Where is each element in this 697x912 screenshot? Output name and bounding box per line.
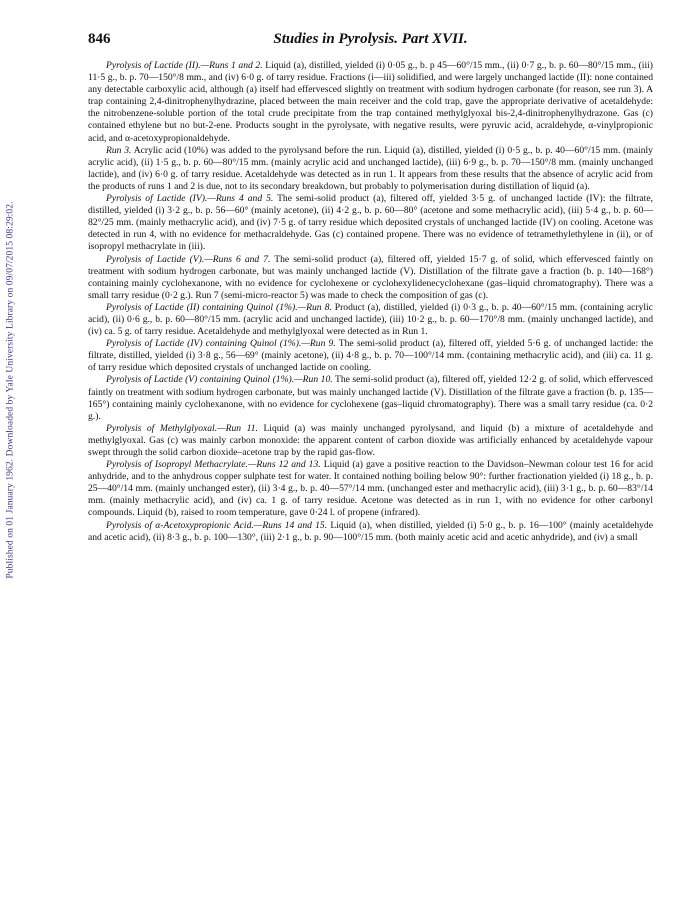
page-number: 846 bbox=[88, 31, 111, 47]
paragraph-heading: Pyrolysis of Lactide (IV).—Runs 4 and 5. bbox=[106, 193, 274, 205]
paragraph bbox=[88, 338, 653, 374]
paragraph-text: Product (a), distilled, yielded (i) 0·3 g., b. p. 40—60°/15 mm. (containing acrylic acid), (ii) 0·6 g., b. p. 60—80°/15 mm. (acrylic acid and unchanged lactide), (iii) 10·2 g., b. p. 60—170°/8 mm. (mainly unchanged lactide), and (iv) ca. 5 g. of tarry residue. Acetaldehyde and methylglyoxal were detected as in Run 1. bbox=[88, 301, 653, 338]
paragraph bbox=[88, 60, 653, 145]
paragraph-heading: Pyrolysis of Lactide (V).—Runs 6 and 7. bbox=[106, 253, 271, 265]
paragraph-text: Acrylic acid (10%) was added to the pyrolysand before the run. Liquid (a), distilled, yielded (i) 0·5 g., b. p. 40—60°/15 mm. (mainly acrylic acid), (ii) 1·5 g., b. p. 60—80°/15 mm. (mainly acrylic acid and unchanged lactide), (iii) 6·9 g., b. p. 70—150°/8 mm. (mainly unchanged lactide), and (iv) 6·0 g. of tarry residue. Acetaldehyde was detected as in run 1. It appears from these results that the absence of acrylic acid from the products of runs 1 and 2 is due, not to its secondary breakdown, but probably to polymerisation during distillation of liquid (a). bbox=[88, 144, 653, 192]
paragraph bbox=[88, 193, 653, 253]
paragraph-text: Liquid (a) was mainly unchanged pyrolysand, and liquid (b) a mixture of acetaldehyde and methylglyoxal. Gas (c) was mainly carbon monoxide: the apparent content of carbon dioxide was artificially enhanced by acetaldehyde vapour swept through the solid carbon dioxide–acetone trap by the rapid gas-flow. bbox=[88, 422, 653, 458]
paragraph-text: The semi-solid product (a), filtered off, yielded 5·6 g. of unchanged lactide: the filtrate, distilled, yielded (i) 3·8 g., 56—69° (mainly acetone), (ii) 4·8 g., b. p. 70—100°/14 mm. (containing methacrylic acid), and (iii) ca. 11 g. of tarry residue which deposited crystals of unchanged lactide on cooling. bbox=[88, 338, 654, 374]
paragraph-text: Liquid (a), distilled, yielded (i) 0·05 g., b. p 45—60°/15 mm., (ii) 0·7 g., b. p. 60—80°/15 mm., (iii) 11·5 g., b. p. 70—150°/8 mm., and (iv) 6·0 g. of tarry residue. Fractions (i—iii) solidified, and were largely unchanged lactide (II): none contained any detectable carboxylic acid, although (a) itself had effervesced slightly on treatment with sodium hydrogen carbonate (for reason, see run 3). A trap containing 2,4-dinitrophenylhydrazine, placed between the main receiver and the cold trap, gave the appropriate derivative of acetaldehyde: the nitrobenzene-soluble portion of the total crude precipitate from the trap contained methylglyoxal bis-2,4-dinitrophenylhydrazone. Gas (c) contained ethylene but no but-2-ene. Products sought in the pyrolysate, with negative results, were pyruvic acid, acraldehyde, α-vinylpropionic acid, and α-acetoxypropionaldehyde. bbox=[88, 60, 654, 144]
paragraph bbox=[88, 459, 653, 519]
paragraph bbox=[88, 254, 653, 302]
paragraph-heading: Pyrolysis of Lactide (IV) containing Quinol (1%).—Run 9. bbox=[106, 338, 336, 350]
paragraph-text: The semi-solid product (a), filtered off, yielded 15·7 g. of solid, which effervesced faintly on treatment with sodium hydrogen carbonate, but was mainly unchanged lactide (V). Distillation of the filtrate gave a fraction (b. p. 140—168°) containing mainly cyclohexanone, with no evidence for cyclohexene or cyclohexylidenecyclohexane (gas–liquid chromatography). There was a small tarry residue (0·2 g.). Run 7 (semi-micro-reactor 5) was made to check the composition of gas (c). bbox=[88, 253, 653, 301]
paragraph-text: The semi-solid product (a), filtered off, yielded 12·2 g. of solid, which effervesced faintly on treatment with sodium hydrogen carbonate, but was mainly unchanged lactide (V). Distillation of the filtrate gave a fraction (b. p. 135—165°) containing mainly cyclohexanone, with no evidence for cyclohexene (gas–liquid chromatography). There was a small tarry residue (ca. 0·2 g.). bbox=[88, 374, 653, 422]
paragraph-text: Liquid (a), when distilled, yielded (i) 5·0 g., b. p. 16—100° (mainly acetaldehyde and acetic acid), (ii) 8·3 g., b. p. 100—130°, (iii) 2·1 g., b. p. 90—100°/15 mm. (both mainly acetic acid and acetic anhydride), and (iv) a small bbox=[88, 519, 653, 543]
article-body bbox=[88, 60, 653, 544]
paragraph-heading: Pyrolysis of Methylglyoxal.—Run 11. bbox=[106, 422, 258, 434]
paragraph-heading: Pyrolysis of α-Acetoxypropionic Acid.—Runs 14 and 15. bbox=[106, 519, 328, 531]
publication-watermark bbox=[4, 140, 18, 640]
paragraph bbox=[88, 374, 653, 422]
paragraph bbox=[88, 520, 653, 544]
paragraph-heading: Pyrolysis of Isopropyl Methacrylate.—Runs 12 and 13. bbox=[106, 459, 321, 471]
paragraph-heading: Run 3. bbox=[106, 144, 132, 156]
running-title: Studies in Pyrolysis. Part XVII. bbox=[273, 31, 468, 47]
paragraph-heading: Pyrolysis of Lactide (II) containing Quinol (1%).—Run 8. bbox=[106, 301, 332, 313]
paragraph bbox=[88, 145, 653, 193]
paragraph bbox=[88, 423, 653, 459]
watermark-text: Published on 01 January 1962. Downloaded by Yale University Library on 09/07/2015 08:29:02. bbox=[6, 201, 17, 579]
paragraph-heading: Pyrolysis of Lactide (II).—Runs 1 and 2. bbox=[106, 60, 263, 71]
page-header bbox=[88, 31, 653, 53]
paragraph-text: The semi-solid product (a), filtered off, yielded 3·5 g. of unchanged lactide (IV): the filtrate, distilled, yielded (i) 3·2 g., b. p. 56—60° (mainly acetone), (ii) 4·2 g., b. p. 60—80° (acetone and some methacrylic acid), (iii) 5·4 g., b. p. 60—82°/25 mm. (mainly methacrylic acid), and (iv) 7·5 g. of tarry residue which deposited crystals of unchanged lactide (IV) on cooling. Acetone was detected in run 4, with no evidence for methacraldehyde. Gas (c) contained propene. There was no evidence of tetramethylethylene in (ii), or of isopropyl methacrylate in (iii). bbox=[88, 193, 653, 253]
paragraph-heading: Pyrolysis of Lactide (V) containing Quinol (1%).—Run 10. bbox=[106, 374, 333, 386]
paragraph-text: Liquid (a) gave a positive reaction to the Davidson–Newman colour test 16 for acid anhydride, and to the anhydrous copper sulphate test for water. It contained nothing boiling below 90°: further fractionation yielded (i) 18 g., b. p. 25—40°/14 mm. (mainly unchanged ester), (ii) 3·4 g., b. p. 40—57°/14 mm. (unchanged ester and methacrylic acid), (iii) 3·1 g., b. p. 60—83°/14 mm. (mainly methacrylic acid), and (iv) ca. 1 g. of tarry residue. Acetone was detected as in run 1, with no evidence for other carbonyl compounds. Liquid (b), raised to room temperature, gave 0·24 l. of propene (infrared). bbox=[88, 459, 654, 519]
paragraph bbox=[88, 302, 653, 338]
